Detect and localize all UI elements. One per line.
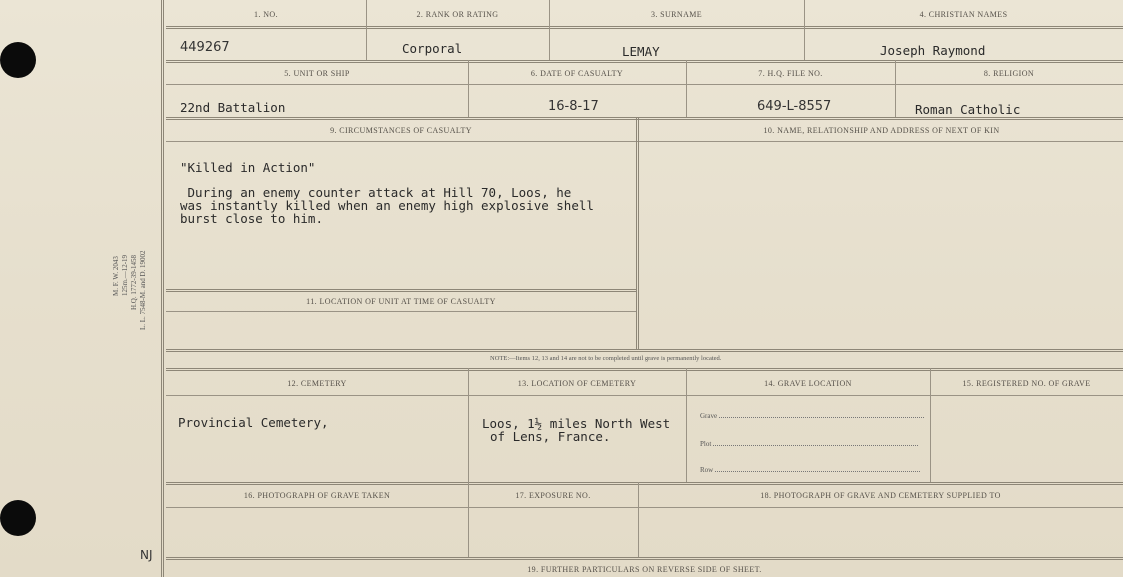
dotted-line [715, 471, 920, 472]
label-number: 1. NO. [254, 10, 278, 19]
rule [366, 0, 367, 60]
rule [166, 507, 1123, 508]
circumstance-line: "Killed in Action" [180, 160, 316, 175]
rule [166, 557, 1123, 560]
surname-value: LEMAY [622, 44, 660, 59]
plot-label: Plot [700, 440, 712, 448]
label-next-of-kin: 10. NAME, RELATIONSHIP AND ADDRESS OF NEXT OF KIN [763, 126, 1000, 135]
rule [166, 141, 1123, 142]
side-print-line: L. L. 7548-M. and D. 19002 [139, 250, 147, 330]
label-location-of-unit: 11. LOCATION OF UNIT AT TIME OF CASUALTY [306, 297, 496, 306]
side-print-line: H.Q. 1772-39-1458 [130, 254, 138, 310]
label-exposure-no: 17. EXPOSURE NO. [515, 491, 591, 500]
label-circumstances: 9. CIRCUMSTANCES OF CASUALTY [330, 126, 472, 135]
rule [549, 0, 550, 60]
label-file-no: 7. H.Q. FILE NO. [758, 69, 823, 78]
christian-names-value: Joseph Raymond [880, 43, 986, 58]
punch-hole-bottom [0, 500, 36, 536]
note-text: NOTE:—Items 12, 13 and 14 are not to be completed until grave is permanently located. [490, 355, 722, 362]
label-rank: 2. RANK OR RATING [416, 10, 499, 19]
rule [804, 0, 805, 60]
row-field [700, 466, 920, 474]
label-surname: 3. SURNAME [650, 10, 703, 19]
cemetery-location-line: Loos, 1½ miles North West [482, 416, 671, 431]
rule [166, 368, 1123, 371]
punch-hole-top [0, 42, 36, 78]
rule [166, 289, 636, 292]
label-date: 6. DATE OF CASUALTY [530, 69, 624, 78]
cemetery-value: Provincial Cemetery, [178, 415, 329, 430]
rule [166, 60, 1123, 63]
rank-value: Corporal [402, 41, 463, 56]
margin-rule [161, 0, 164, 577]
religion-value: Roman Catholic [915, 102, 1021, 117]
side-print-line: M. F. W. 2043 [112, 256, 120, 296]
label-cemetery-location: 13. LOCATION OF CEMETERY [517, 379, 637, 388]
cemetery-location-line: of Lens, France. [490, 429, 611, 444]
label-religion: 8. RELIGION [983, 69, 1035, 78]
service-number: 449267 [180, 40, 230, 55]
label-photo-taken: 16. PHOTOGRAPH OF GRAVE TAKEN [243, 491, 391, 500]
date-value: 16-8-17 [548, 99, 599, 114]
circumstance-line: burst close to him. [180, 211, 323, 226]
rule [636, 117, 639, 350]
grave-field [700, 412, 924, 420]
plot-field [700, 440, 918, 448]
grave-label: Grave [700, 412, 718, 420]
side-print-line: 125m.—12-19 [121, 254, 129, 296]
circumstance-line: was instantly killed when an enemy high explosive shell [180, 198, 594, 213]
label-grave-location: 14. GRAVE LOCATION [764, 379, 852, 388]
rule [166, 26, 1123, 29]
file-no-value: 649-L-8557 [757, 99, 832, 114]
unit-value: 22nd Battalion [180, 100, 286, 115]
label-christian-names: 4. CHRISTIAN NAMES [919, 10, 1008, 19]
rule [166, 311, 636, 312]
initials: NJ [140, 548, 153, 562]
dotted-line [713, 445, 918, 446]
dotted-line [719, 417, 924, 418]
rule [166, 482, 1123, 485]
circumstance-line: During an enemy counter attack at Hill 70, Loos, he [180, 185, 572, 200]
footer-text: 19. FURTHER PARTICULARS ON REVERSE SIDE OF SHEET. [527, 565, 762, 574]
rule [166, 117, 1123, 120]
label-unit: 5. UNIT OR SHIP [284, 69, 350, 78]
row-label: Row [700, 466, 714, 474]
rule [166, 84, 1123, 85]
rule [166, 395, 1123, 396]
label-registered-no: 15. REGISTERED NO. OF GRAVE [962, 379, 1091, 388]
rule [166, 349, 1123, 352]
label-cemetery: 12. CEMETERY [287, 379, 347, 388]
label-photo-supplied: 18. PHOTOGRAPH OF GRAVE AND CEMETERY SUPPLIED TO [760, 491, 1001, 500]
